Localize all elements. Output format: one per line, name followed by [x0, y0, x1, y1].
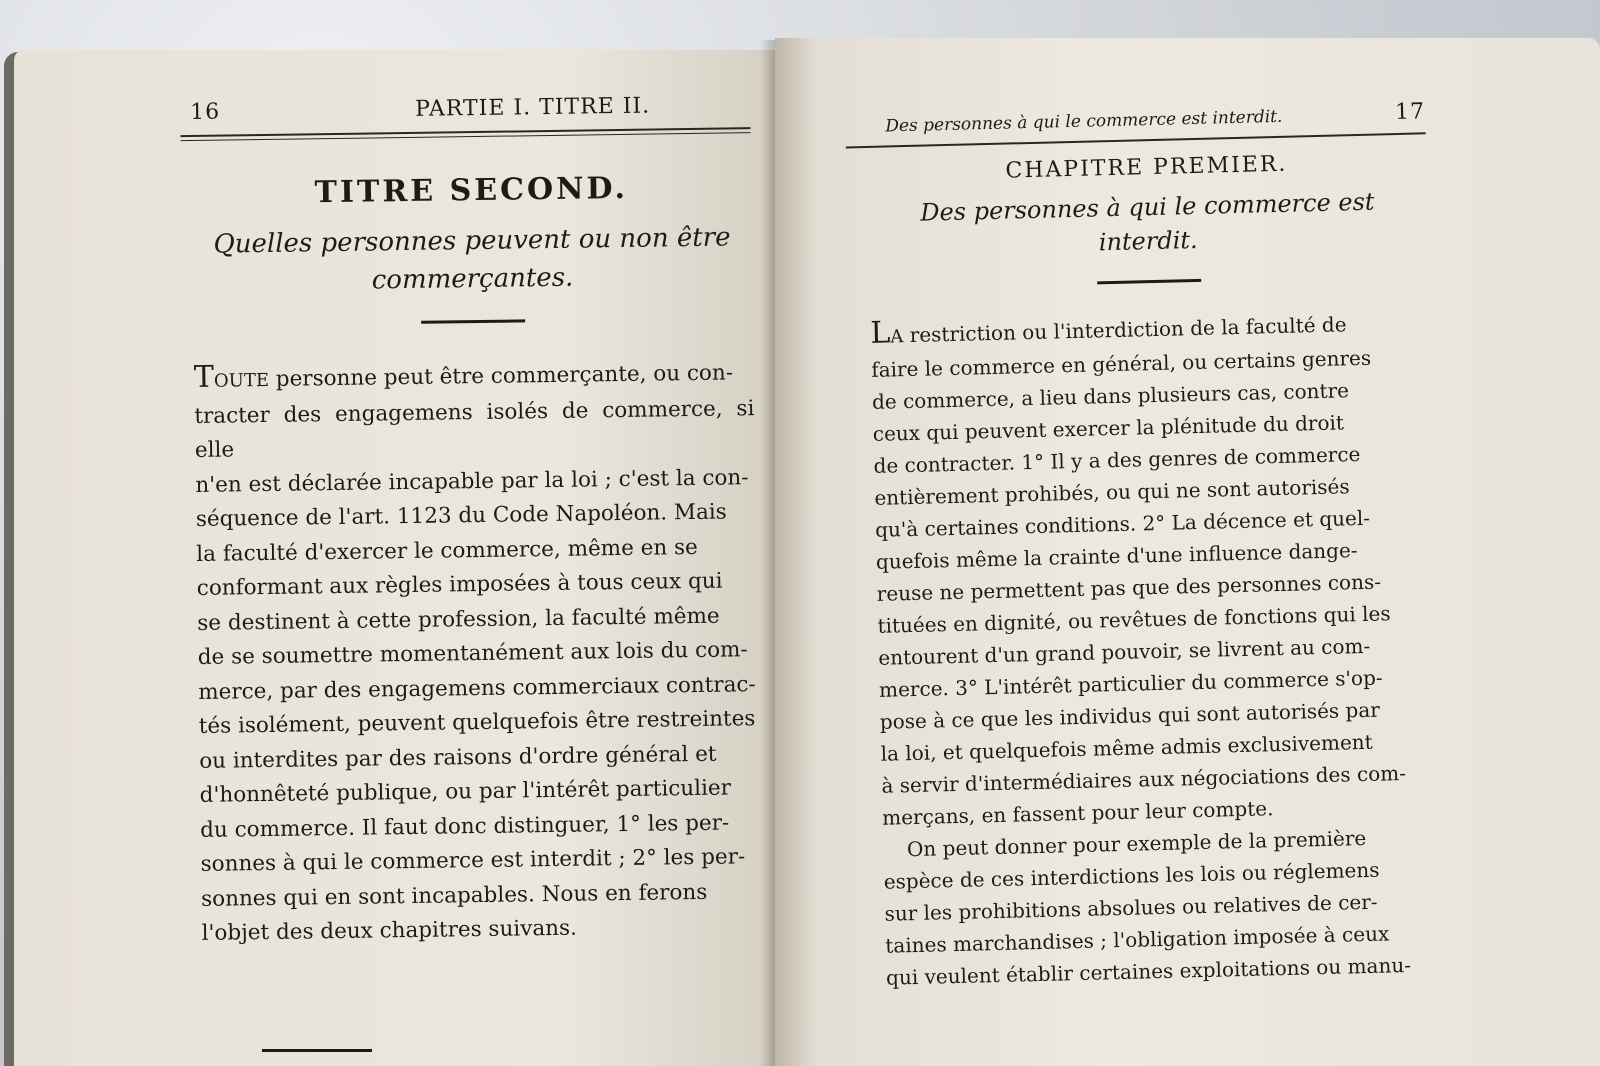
text-line: de se soumettre momentanément aux lois du com-: [197, 637, 748, 670]
right-page-number: 17: [1394, 99, 1426, 126]
text-line: la faculté d'exercer le commerce, même en se: [196, 534, 698, 567]
text-line: l'objet des deux chapitres suivans.: [201, 915, 578, 946]
text-line: de commerce, a lieu dans plusieurs cas, contre: [871, 378, 1350, 414]
text-line: merçans, en fassent pour leur compte.: [881, 796, 1274, 830]
text-line: séquence de l'art. 1123 du Code Napoléon. Mais: [195, 499, 727, 532]
text-line: restriction ou l'interdiction de la faculté de: [903, 312, 1347, 348]
text-line: merce, par des engagemens commerciaux contrac-: [198, 671, 756, 705]
right-subtitle: [867, 183, 1428, 265]
text-line: taines marchandises ; l'obligation imposée à ceux: [885, 921, 1390, 958]
left-running-title: PARTIE I. TITRE II.: [414, 93, 651, 122]
dropcap-letter: L: [869, 315, 891, 351]
text-line: de contracter. 1° Il y a des genres de commerce: [873, 442, 1361, 478]
left-subtitle-line-1: Quelles personnes peuvent ou non être: [213, 222, 731, 260]
left-subtitle-line-2: commerçantes.: [371, 262, 574, 296]
right-body-text: [870, 304, 1446, 993]
text-line: quefois même la crainte d'une influence dange-: [875, 538, 1358, 574]
text-line: entièrement prohibés, ou qui ne sont autorisés: [874, 474, 1350, 510]
text-line: à servir d'intermédiaires aux négociations des com-: [881, 760, 1407, 798]
right-page-content: [865, 99, 1446, 993]
chapter-title: CHAPITRE PREMIER.: [1005, 151, 1288, 184]
right-paragraph-2: [883, 820, 1447, 994]
text-line: n'en est déclarée incapable par la loi ; c'est la con-: [195, 464, 749, 498]
text-line: ou interdites par des raisons d'ordre général et: [199, 741, 717, 774]
text-line: tituées en dignité, ou revêtues de fonctions qui les: [877, 601, 1391, 638]
text-line: d'honnêteté publique, ou par l'intérêt particulier: [199, 775, 732, 808]
right-paragraph-1: [870, 304, 1442, 834]
text-line: personne peut être commerçante, ou con-: [268, 360, 734, 392]
text-line: On peut donner pour exemple de la première: [906, 825, 1367, 862]
left-running-head: [190, 92, 750, 125]
text-line: espèce de ces interdictions les lois ou réglemens: [883, 857, 1380, 894]
text-line: tracter des engagemens isolés de commerce, si elle: [194, 395, 755, 463]
smallcaps-word: A: [890, 326, 904, 348]
left-paragraph: [194, 353, 762, 951]
smallcaps-word: OUTE: [213, 369, 270, 392]
right-section-rule: [1097, 279, 1201, 285]
text-line: sonnes qui en sont incapables. Nous en ferons: [200, 879, 708, 912]
right-running-head: [865, 99, 1425, 138]
text-line: du commerce. Il faut donc distinguer, 1° les per-: [200, 810, 730, 843]
left-page: [14, 50, 794, 1066]
right-subtitle-line-2: interdit.: [1098, 225, 1198, 257]
left-page-number: 16: [190, 99, 221, 125]
text-line: entourent d'un grand pouvoir, se livrent au com-: [878, 633, 1371, 670]
text-line: sur les prohibitions absolues ou relatives de cer-: [884, 889, 1378, 926]
right-page: [775, 38, 1600, 1066]
right-running-title: Des personnes à qui le commerce est interdit.: [885, 106, 1283, 137]
left-body-text: [194, 353, 762, 951]
text-line: merce. 3° L'intérêt particulier du commerce s'op-: [878, 665, 1383, 702]
dropcap-letter: T: [193, 359, 215, 395]
text-line: la loi, et quelquefois même admis exclusivement: [880, 729, 1373, 766]
left-header-rule: [180, 127, 750, 141]
text-line: se destinent à cette profession, la faculté même: [197, 603, 720, 636]
text-line: sonnes à qui le commerce est interdit ; 2° les per-: [200, 844, 746, 877]
right-subtitle-line-1: Des personnes à qui le commerce est: [919, 187, 1375, 227]
text-line: faire le commerce en général, ou certains genres: [870, 345, 1372, 382]
text-line: tés isolément, peuvent quelquefois être restreintes: [198, 706, 756, 739]
left-page-content: [190, 92, 762, 951]
text-line: pose à ce que les individus qui sont autorisés par: [879, 697, 1381, 734]
left-bottom-rule: [262, 1049, 372, 1052]
text-line: qui veulent établir certaines exploitations ou manu-: [885, 952, 1412, 990]
text-line: ceux qui peuvent exercer la plénitude du droit: [872, 410, 1345, 446]
left-section-rule: [421, 319, 525, 323]
title-second: TITRE SECOND.: [314, 170, 629, 211]
text-line: qu'à certaines conditions. 2° La décence et quel-: [874, 505, 1371, 542]
left-subtitle: [192, 218, 753, 302]
text-line: reuse ne permettent pas que des personnes cons-: [876, 569, 1382, 606]
text-line: conformant aux règles imposées à tous ceux qui: [196, 568, 723, 601]
